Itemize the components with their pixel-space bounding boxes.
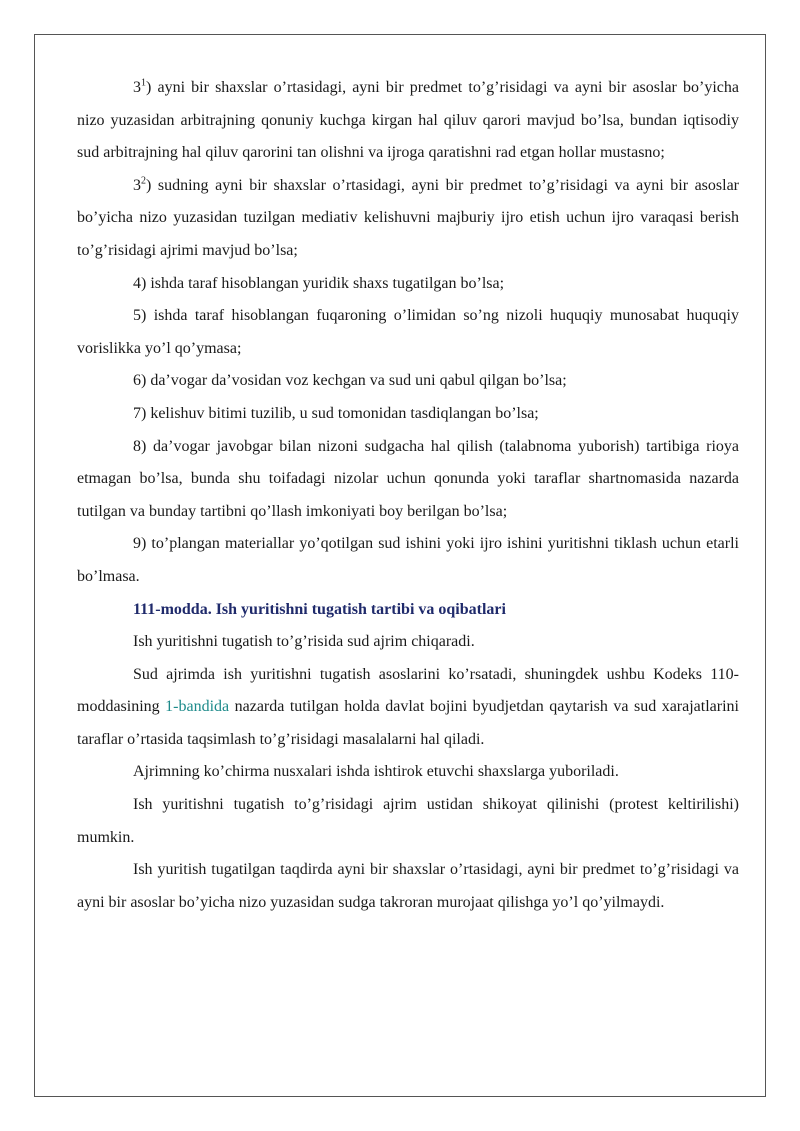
article-heading: 111-modda. Ish yuritishni tugatish tartibi va oqibatlari	[133, 600, 506, 618]
paragraph-5: 5) ishda taraf hisoblangan fuqaroning o’limidan so’ng nizoli huquqiy munosabat huquqiy vorislikka yo’l qo’ymasa;	[77, 307, 739, 357]
paragraph-8: 8) da’vogar javobgar bilan nizoni sudgacha hal qilish (talabnoma yuborish) tartibiga rioya etmagan bo’lsa, bunda shu toifadagi nizolar uchun qonunda yoki taraflar shartnomasida nazarda tutilgan va bunday tartibni qo’llash imkoniyati boy berilgan bo’lsa;	[77, 437, 739, 520]
item-number: 3	[133, 176, 141, 194]
paragraph-text: nazarda tutilgan holda davlat bojini byudjetdan qaytarish va sud xarajatlarini taraflar o’rtasida taqsimlash to’g’risidagi masalalarni hal qiladi.	[77, 698, 739, 748]
item-number: 3	[133, 79, 141, 96]
paragraph-text: Sud ajrimda ish yuritishni tugatish asoslarini ko’rsatadi, shuningdek ushbu Kodeks 110-moddasining	[77, 665, 739, 716]
article-paragraph-2	[77, 659, 739, 757]
article-paragraph-1: Ish yuritishni tugatish to’g’risida sud ajrim chiqaradi.	[133, 633, 475, 651]
article-paragraph-5: Ish yuritish tugatilgan taqdirda ayni bir shaxslar o’rtasidagi, ayni bir predmet to’g’risidagi va ayni bir asoslar bo’yicha nizo yuzasidan sudga takroran murojaat qilishga yo’l qo’yilmaydi.	[77, 861, 739, 911]
reference-link[interactable]: 1-bandida	[165, 698, 230, 716]
paragraph-text: ) ayni bir shaxslar o’rtasidagi, ayni bir predmet to’g’risidagi va ayni bir asoslar bo’yicha nizo yuzasidan arbitrajning qonuniy kuchga kirgan hal qiluv qarori mavjud bo’lsa, bundan iqtisodiy sud arbitrajning hal qiluv qarorini tan olishni va ijroga qaratishni rad etgan hollar mustasno;	[77, 79, 739, 162]
paragraph-3-2	[77, 170, 739, 268]
paragraph-4: 4) ishda taraf hisoblangan yuridik shaxs tugatilgan bo’lsa;	[133, 274, 505, 292]
superscript: 2	[141, 175, 146, 187]
article-paragraph-3: Ajrimning ko’chirma nusxalari ishda ishtirok etuvchi shaxslarga yuboriladi.	[133, 763, 619, 781]
paragraph-7: 7) kelishuv bitimi tuzilib, u sud tomonidan tasdiqlangan bo’lsa;	[133, 404, 539, 422]
paragraph-text: ) sudning ayni bir shaxslar o’rtasidagi, ayni bir predmet to’g’risidagi va ayni bir asoslar bo’yicha nizo yuzasidan tuzilgan mediativ kelishuvni majburiy ijro etish uchun ijro varaqasi berish to’g’risidagi ajrimi mavjud bo’lsa;	[77, 176, 739, 259]
paragraph-9: 9) to’plangan materiallar yo’qotilgan sud ishini yoki ijro ishini yuritishni tiklash uchun etarli bo’lmasa.	[77, 535, 739, 585]
paragraph-6: 6) da’vogar da’vosidan voz kechgan va sud uni qabul qilgan bo’lsa;	[133, 372, 567, 390]
paragraph-3-1	[77, 72, 739, 170]
superscript: 1	[141, 77, 146, 89]
article-paragraph-4: Ish yuritishni tugatish to’g’risidagi ajrim ustidan shikoyat qilinishi (protest keltirilishi) mumkin.	[77, 796, 739, 846]
document-body	[77, 72, 739, 919]
